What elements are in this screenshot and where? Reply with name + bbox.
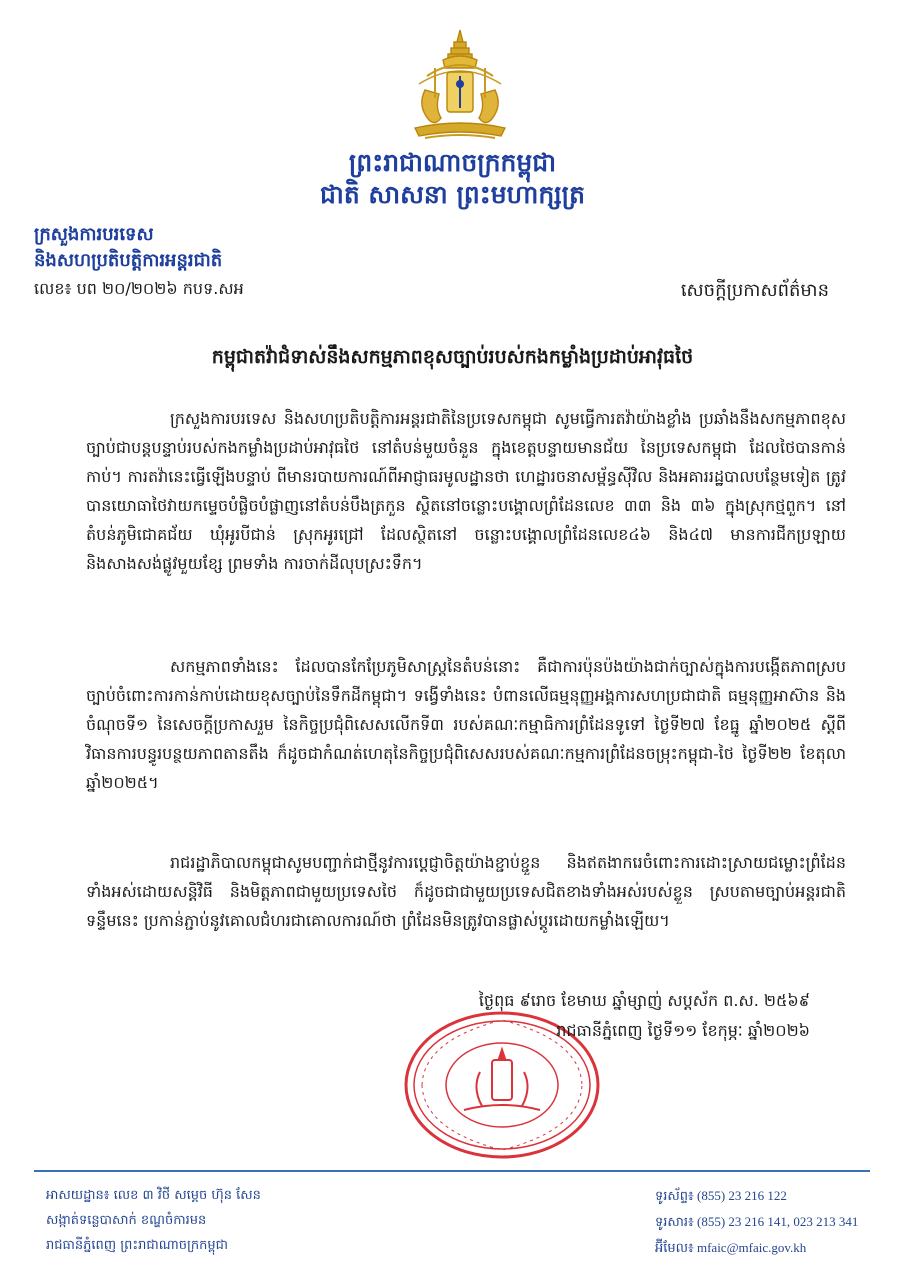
address-line-3: រាជធានីភ្នំពេញ ព្រះរាជាណាចក្រកម្ពុជា [46,1238,228,1253]
document-title: កម្ពុជាតវ៉ាជំទាស់នឹងសកម្មភាពខុសច្បាប់របស់កងកម្លាំងប្រដាប់អាវុធថៃ [211,346,694,368]
solar-date: រាជធានីភ្នំពេញ ថ្ងៃទី១១ ខែកុម្ភៈ ឆ្នាំ២០២៦ [556,1021,810,1040]
footer-divider [34,1170,870,1172]
royal-emblem-icon [405,28,515,150]
reference-number: លេខ៖ បព ២០/២០២៦ កបទ.សអ [34,279,244,298]
ministry-name-line2: និងសហប្រតិបត្តិការអន្តរជាតិ [34,250,223,271]
email-label: អ៊ីមែល៖ [655,1241,694,1256]
address-line-1: អាសយដ្ឋាន៖ លេខ ៣ វិថី សម្តេច ហ៊ុន សែន [46,1188,261,1203]
contact-telephone [655,1183,858,1209]
fax-label: ទូរសារ៖ [655,1215,694,1230]
contact-fax [655,1209,858,1235]
national-motto: ជាតិ សាសនា ព្រះមហាក្សត្រ [320,180,585,209]
fax-number: (855) 23 216 141, 023 213 341 [696,1214,859,1229]
email-address[interactable]: mfaic@mfaic.gov.kh [696,1240,807,1255]
footer-contacts [655,1183,858,1261]
kingdom-name: ព្រះរាជាណាចក្រកម្ពុជា [348,148,557,177]
body-paragraph-3: រាជរដ្ឋាភិបាលកម្ពុជាសូមបញ្ជាក់ជាថ្មីនូវការប្តេជ្ញាចិត្តយ៉ាងខ្ជាប់ខ្ជួន និងឥតងាករេចំពោះការដោះស្រាយជម្លោះព្រំដែនទាំងអស់ដោយសន្តិវិធី និងមិត្តភាពជាមួយប្រទេសថៃ ក៏ដូចជាជាមួយប្រទេសជិតខាងទាំងអស់របស់ខ្លួន ស្របតាមច្បាប់អន្តរជាតិ ទន្ទឹមនេះ ប្រកាន់ភ្ជាប់នូវគោលជំហរជាគោលការណ៍ថា ព្រំដែនមិនត្រូវបានផ្លាស់ប្តូរដោយកម្លាំងឡើយ។ [86,853,846,930]
ministry-name-line1: ក្រសួងការបរទេស [34,224,154,245]
document-type: សេចក្តីប្រកាសព័ត៌មាន [680,280,829,301]
body-paragraph-1: ក្រសួងការបរទេស និងសហប្រតិបត្តិការអន្តរជាតិនៃប្រទេសកម្ពុជា សូមធ្វើការតវ៉ាយ៉ាងខ្លាំង ប្រឆាំងនឹងសកម្មភាពខុសច្បាប់ជាបន្តបន្ទាប់របស់កងកម្លាំងប្រដាប់អាវុធថៃ នៅតំបន់មួយចំនួន ក្នុងខេត្តបន្ទាយមានជ័យ នៃប្រទេសកម្ពុជា ដែលថៃបានកាន់កាប់។ ការតវ៉ានេះធ្វើឡើងបន្ទាប់ ពីមានរបាយការណ៍ពីអាជ្ញាធរមូលដ្ឋានថា ហេដ្ឋារចនាសម្ព័ន្ធស៊ីវិល និងអគាររដ្ឋបាលបន្ថែមទៀត ត្រូវបានយោធាថៃវាយកម្ទេចបំផ្លិចបំផ្លាញនៅតំបន់បឹងត្រកួន ស្ថិតនៅចន្លោះបង្គោលព្រំដែនលេខ ៣៣ និង ៣៦ ក្នុងស្រុកថ្មពួក។ នៅតំបន់ភូមិជោគជ័យ ឃុំអូរបីជាន់ ស្រុកអូរជ្រៅ ដែលស្ថិតនៅ ចន្លោះបង្គោលព្រំដែនលេខ៤៦ និង៤៧ មានការជីកប្រឡាយ និងសាងសង់ផ្លូវមួយខ្សែ ព្រមទាំង ការចាក់ដីលុបស្រះទឹក។ [86,409,846,573]
body-paragraph-2: សកម្មភាពទាំងនេះ ដែលបានកែប្រែភូមិសាស្ត្រនៃតំបន់នោះ គឺជាការប៉ុនប៉ងយ៉ាងជាក់ច្បាស់ក្នុងការបង្កើតភាពស្របច្បាប់ចំពោះការកាន់កាប់ដោយខុសច្បាប់នៃទឹកដីកម្ពុជា។ ទង្វើទាំងនេះ បំពានលើធម្មនុញ្ញអង្គការសហប្រជាជាតិ ធម្មនុញ្ញអាស៊ាន និងចំណុចទី១ នៃសេចក្តីប្រកាសរួម នៃកិច្ចប្រជុំពិសេសលើកទី៣ របស់គណៈកម្មាធិការព្រំដែនទូទៅ ថ្ងៃទី២៧ ខែធ្នូ ឆ្នាំ២០២៥ ស្តីពីវិធានការបន្ធូរបន្ថយភាពតានតឹង ក៏ដូចជាកំណត់ហេតុនៃកិច្ចប្រជុំពិសេសរបស់គណៈកម្មការព្រំដែនចម្រុះកម្ពុជា-ថៃ ថ្ងៃទី២២ ខែតុលា ឆ្នាំ២០២៥។ [86,657,846,792]
contact-email [655,1235,858,1261]
address-line-2: សង្កាត់ទន្លេបាសាក់ ខណ្ឌចំការមន [46,1213,207,1228]
telephone-number[interactable]: (855) 23 216 122 [696,1188,787,1203]
footer-address [46,1183,261,1258]
telephone-label: ទូរស័ព្ទ៖ [655,1189,694,1204]
lunar-date: ថ្ងៃពុធ ៩រោច ខែមាឃ ឆ្នាំម្សាញ់ សប្តស័ក ព.ស. ២៥៦៩ [478,991,810,1010]
